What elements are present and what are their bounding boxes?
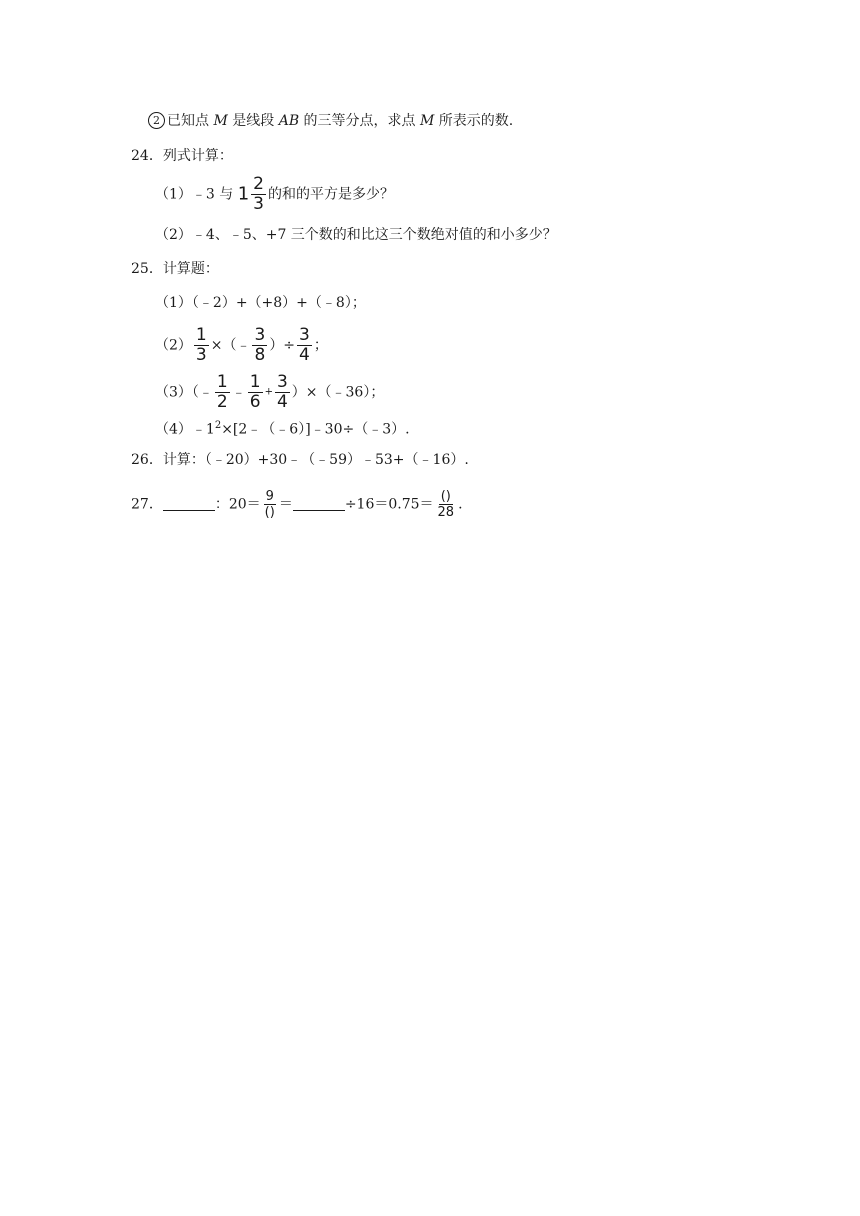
var-m: M xyxy=(213,113,228,129)
q27-end: . xyxy=(458,496,463,513)
fraction-numerator: () xyxy=(440,489,451,504)
q25-sub4-part-b: ×[2﹣（﹣6）]﹣30÷（﹣3）. xyxy=(221,421,410,438)
q24-sub1 xyxy=(155,176,394,213)
fraction-denominator: 28 xyxy=(437,505,455,520)
q25-sub2-prefix: （2） xyxy=(155,337,192,354)
var-ab: AB xyxy=(278,113,300,129)
q25-sub3-end: ）×（﹣36）； xyxy=(291,384,385,401)
fraction-numerator: 2 xyxy=(253,174,264,194)
q23-part2-line xyxy=(148,111,513,131)
q25-sub3-op1: ﹣ xyxy=(231,384,246,401)
fraction-numerator: 9 xyxy=(265,489,274,504)
q23-text-1: 已知点 xyxy=(167,113,214,129)
fraction-9-blank xyxy=(263,490,277,519)
q23-text-3: 的三等分点，求点 xyxy=(299,113,421,129)
fraction-numerator: 3 xyxy=(299,325,310,345)
q27-number: 27． xyxy=(131,496,163,513)
fraction-1-2 xyxy=(215,374,230,411)
fraction-blank-28 xyxy=(436,490,457,519)
var-m-2: M xyxy=(420,113,435,129)
fraction-denominator: 8 xyxy=(254,345,266,365)
q24-sub2: （2）﹣4、﹣5、+7 三个数的和比这三个数绝对值的和小多少？ xyxy=(155,227,557,243)
q25-sub2-end: ； xyxy=(313,337,328,354)
q25-sub3 xyxy=(155,374,384,411)
q25-sub2-op2: ）÷ xyxy=(269,337,296,354)
mixed-whole: 1 xyxy=(237,183,250,205)
fraction-denominator: 6 xyxy=(249,392,261,412)
fraction-denominator: () xyxy=(264,505,275,520)
q24-sub1-suffix: 的和的平方是多少？ xyxy=(268,186,394,203)
q27-line xyxy=(131,490,463,519)
q27-text-b: ＝ xyxy=(278,496,293,513)
circled-number-2: 2 xyxy=(148,112,165,129)
q25-sub3-prefix: （3）（﹣ xyxy=(155,384,213,401)
fraction-numerator: 3 xyxy=(276,372,288,392)
fraction-2-3 xyxy=(251,176,266,213)
fraction-numerator: 1 xyxy=(249,372,261,392)
q25-sub3-op2: + xyxy=(264,386,273,398)
fraction-denominator: 2 xyxy=(216,392,228,412)
q27-text-a: ：20＝ xyxy=(214,496,261,513)
fraction-1-3 xyxy=(194,327,209,364)
answer-blank-1[interactable] xyxy=(163,496,215,511)
answer-blank-2[interactable] xyxy=(293,496,345,511)
q25-sub4 xyxy=(155,416,410,440)
q25-sub1: （1）（﹣2）+（+8）+（﹣8）； xyxy=(155,295,366,311)
q25-sub4-part-a: （4）﹣1 xyxy=(155,421,215,438)
fraction-3-4 xyxy=(275,374,290,411)
fraction-numerator: 1 xyxy=(195,325,207,345)
q27-text-c: ÷16＝0.75＝ xyxy=(344,496,434,513)
fraction-denominator: 3 xyxy=(195,345,207,365)
fraction-denominator: 4 xyxy=(299,345,310,365)
fraction-denominator: 3 xyxy=(253,194,264,214)
fraction-1-6 xyxy=(248,374,263,411)
fraction-numerator: 1 xyxy=(216,372,228,392)
q25-sub2 xyxy=(155,327,328,364)
q23-text-4: 所表示的数. xyxy=(434,113,514,129)
fraction-3-8 xyxy=(252,327,267,364)
fraction-3-4 xyxy=(297,327,312,364)
q24-title: 24．列式计算： xyxy=(131,148,233,164)
q25-title: 25．计算题： xyxy=(131,261,219,277)
fraction-denominator: 4 xyxy=(276,392,288,412)
q25-sub2-op1: ×（﹣ xyxy=(210,337,251,354)
q26-line: 26．计算：（﹣20）+30﹣（﹣59）﹣53+（﹣16）. xyxy=(131,452,469,468)
q24-sub1-prefix: （1）﹣3 与 xyxy=(155,186,238,203)
exponent: 2 xyxy=(214,420,222,431)
fraction-numerator: 3 xyxy=(254,325,266,345)
q23-text-2: 是线段 xyxy=(227,113,279,129)
